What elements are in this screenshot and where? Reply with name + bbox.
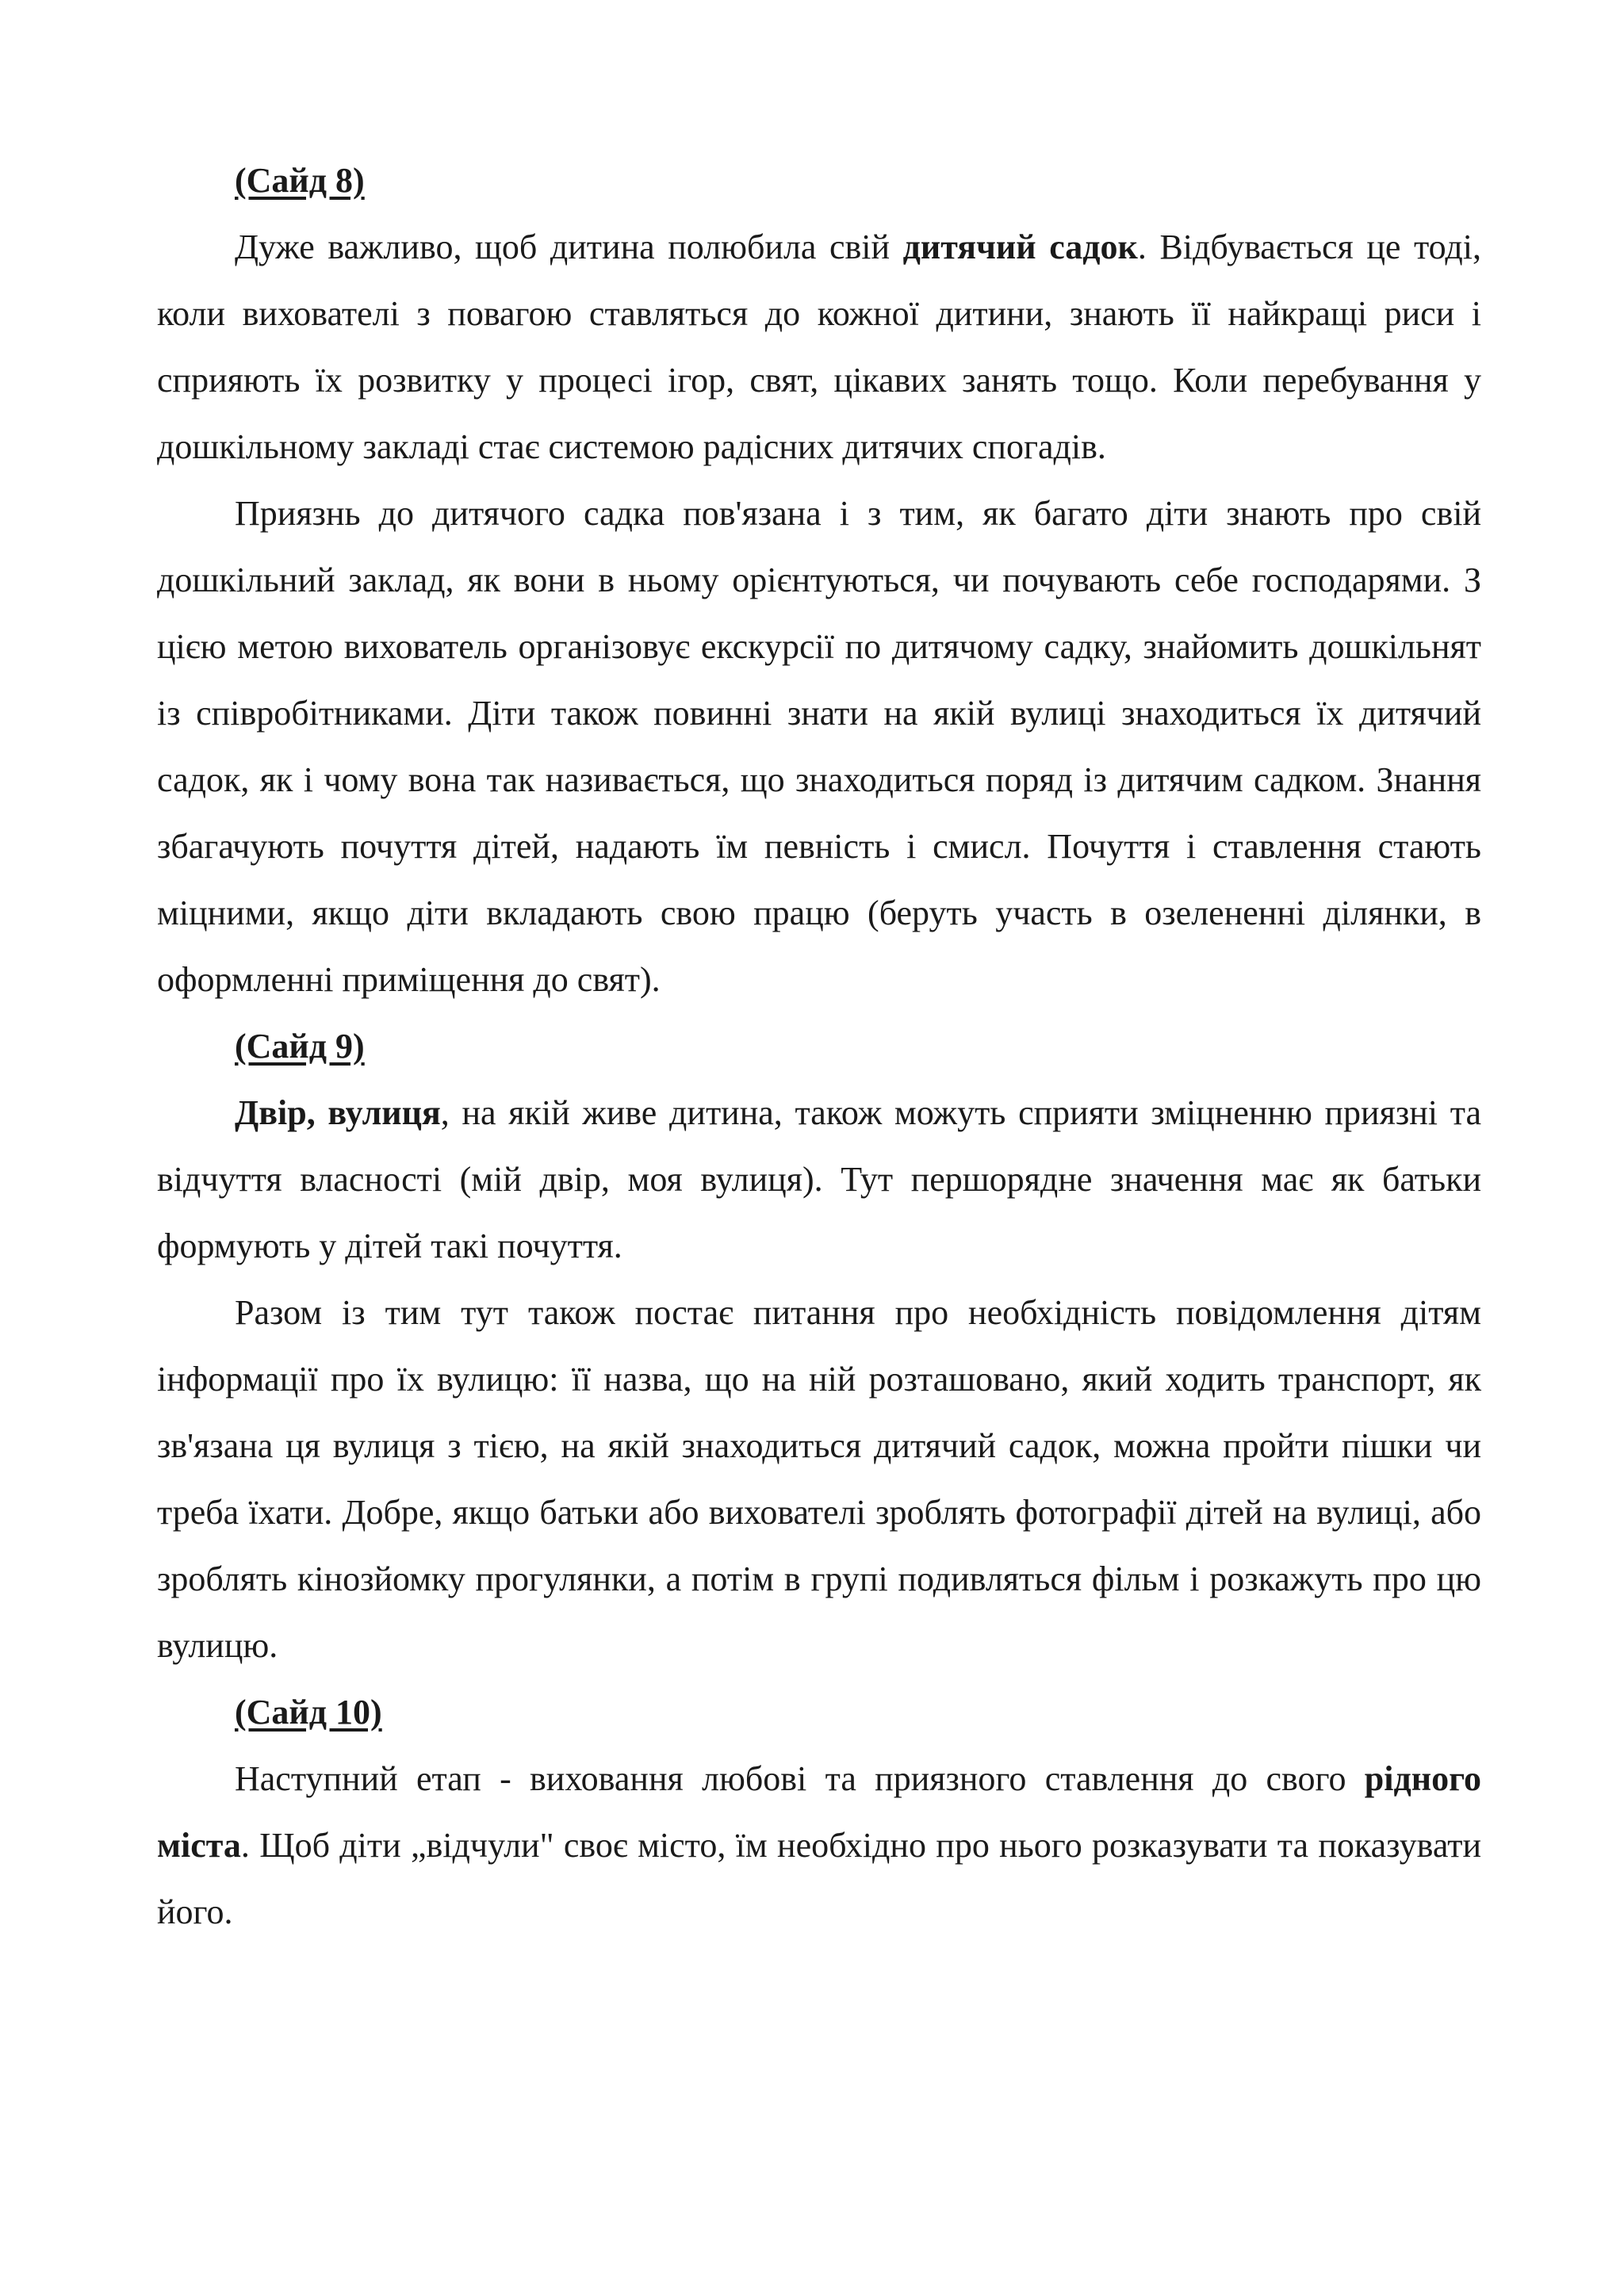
paragraph-text: Дуже важливо, щоб дитина полюбила свій	[235, 228, 903, 266]
section-heading-slide-10: (Сайд 10)	[235, 1693, 382, 1732]
bold-term-native-city: рідного міста	[157, 1759, 1481, 1865]
paragraph-kindergarten-knowledge: Приязнь до дитячого садка пов'язана і з тим, як багато діти знають про свій дошкільний заклад, як вони в ньому орієнтуються, чи почувають себе господарями. З цією метою вихователь організовує екскурсії по дитячому садку, знайомить дошкільнят із співробітниками. Діти також повинні знати на якій вулиці знаходиться їх дитячий садок, як і чому вона так називається, що знаходиться поряд із дитячим садком. Знання збагачують почуття дітей, надають їм певність і смисл. Почуття і ставлення стають міцними, якщо діти вкладають свою працю (беруть участь в озелененні ділянки, в оформленні приміщення до свят).	[157, 494, 1481, 999]
paragraph-text: , на якій живе дитина, також можуть сприяти зміцненню приязні та відчуття власності (мій двір, моя вулиця). Тут першорядне значення має як батьки формують у дітей такі почуття.	[157, 1093, 1481, 1265]
paragraph-text: . Відбувається це тоді, коли вихователі з повагою ставляться до кожної дитини, знають її найкращі риси і сприяють їх розвитку у процесі ігор, свят, цікавих занять тощо. Коли перебування у дошкільному закладі стає системою радісних дитячих спогадів.	[157, 228, 1481, 466]
paragraph-native-city	[157, 1746, 1481, 1946]
paragraph-kindergarten-love	[157, 214, 1481, 480]
paragraph-street-information: Разом із тим тут також постає питання про необхідність повідомлення дітям інформації про їх вулицю: її назва, що на ній розташовано, який ходить транспорт, як зв'язана ця вулиця з тією, на якій знаходиться дитячий садок, можна пройти пішки чи треба їхати. Добре, якщо батьки або вихователі зроблять фотографії дітей на вулиці, або зроблять кінозйомку прогулянки, а потім в групі подивляться фільм і розкажуть про цю вулицю.	[157, 1293, 1481, 1665]
paragraph-text: Наступний етап - виховання любові та приязного ставлення до свого	[235, 1759, 1365, 1798]
document-page	[157, 147, 1481, 1946]
section-heading-slide-8: (Сайд 8)	[235, 161, 365, 200]
paragraph-yard-street	[157, 1080, 1481, 1280]
paragraph-text: . Щоб діти „відчули" своє місто, їм необхідно про нього розказувати та показувати його.	[157, 1826, 1481, 1931]
section-heading-slide-9: (Сайд 9)	[235, 1027, 365, 1066]
bold-term-kindergarten: дитячий садок	[902, 228, 1138, 266]
bold-term-yard-street: Двір, вулиця	[235, 1093, 441, 1132]
